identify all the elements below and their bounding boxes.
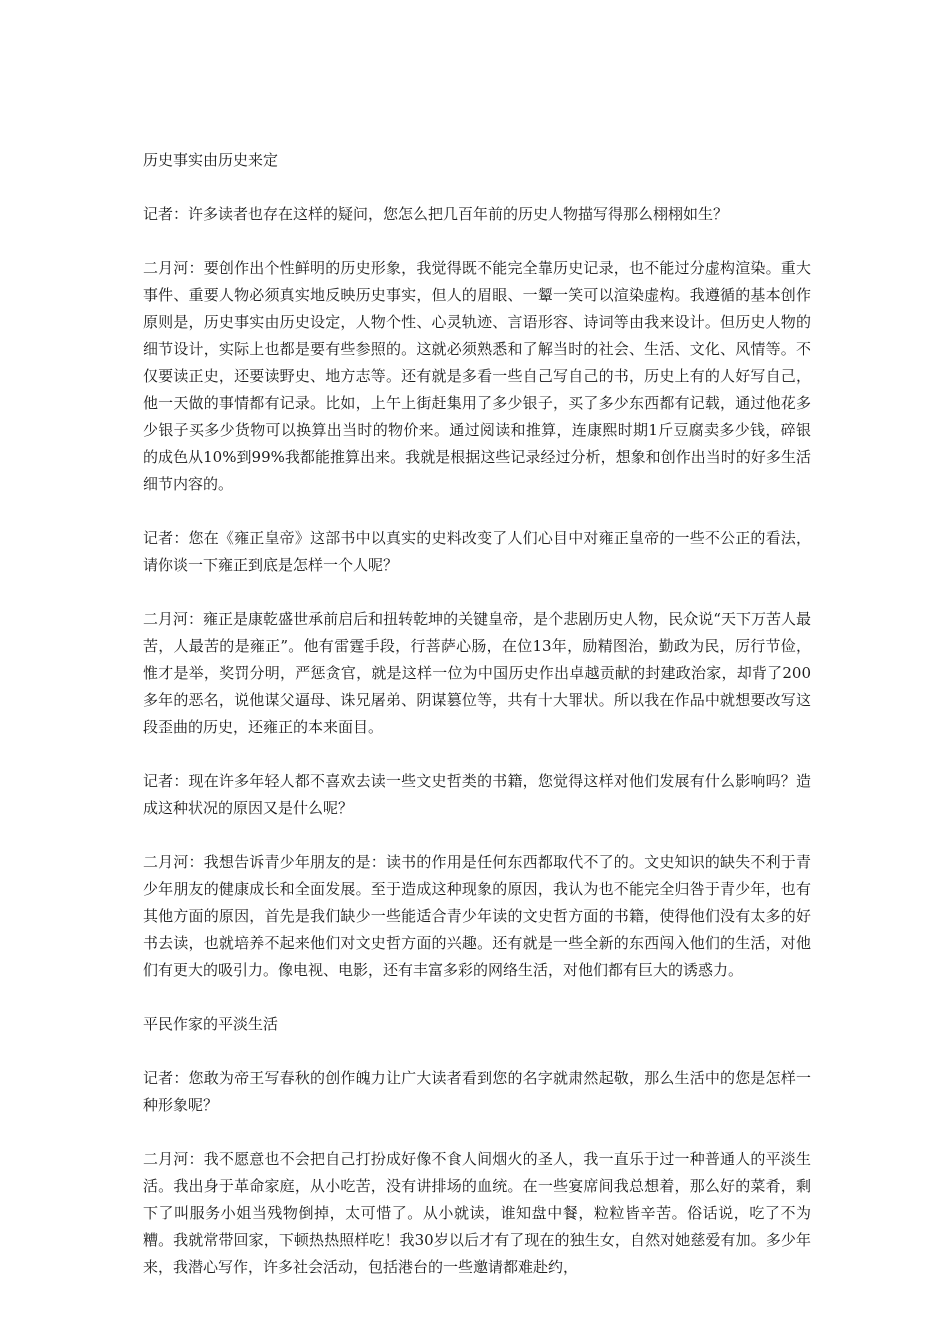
section-title-life: 平民作家的平淡生活 [143,1015,279,1033]
paragraph-answer-1: 二月河：要创作出个性鲜明的历史形象，我觉得既不能完全靠历史记录，也不能过分虚构渲染。重大事件、重要人物必须真实地反映历史事实，但人的眉眼、一颦一笑可以渲染虚构。我遵循的基本创作原则是，历史事实由历史设定，人物个性、心灵轨迹、言语形容、诗词等由我来设计。但历史人物的细节设计，实际上也都是要有些参照的。这就必须熟悉和了解当时的社会、生活、文化、风情等。不仅要读正史，还要读野史、地方志等。还有就是多看一些自己写自己的书，历史上有的人好写自己，他一天做的事情都有记录。比如，上午上街赶集用了多少银子，买了多少东西都有记载，通过他花多少银子买多少货物可以换算出当时的物价来。通过阅读和推算，连康熙时期1斤豆腐卖多少钱，碎银的成色从10%到99%我都能推算出来。我就是根据这些记录经过分析，想象和创作出当时的好多生活细节内容的。 [143,259,811,493]
paragraph-question-1: 记者：许多读者也存在这样的疑问，您怎么把几百年前的历史人物描写得那么栩栩如生？ [143,205,729,223]
paragraph-answer-4: 二月河：我不愿意也不会把自己打扮成好像不食人间烟火的圣人，我一直乐于过一种普通人的平淡生活。我出身于革命家庭，从小吃苦，没有讲排场的血统。在一些宴席间我总想着，那么好的菜肴，剩下了叫服务小姐当残物倒掉，太可惜了。从小就读，谁知盘中餐，粒粒皆辛苦。俗话说，吃了不为糟。我就常带回家，下顿热热照样吃！我30岁以后才有了现在的独生女，自然对她慈爱有加。多少年来，我潜心写作，许多社会活动，包括港台的一些邀请都难赴约， [143,1150,811,1276]
paragraph-answer-3: 二月河：我想告诉青少年朋友的是：读书的作用是任何东西都取代不了的。文史知识的缺失不利于青少年朋友的健康成长和全面发展。至于造成这种现象的原因，我认为也不能完全归咎于青少年，也有其他方面的原因，首先是我们缺少一些能适合青少年读的文史哲方面的书籍，使得他们没有太多的好书去读，也就培养不起来他们对文史哲方面的兴趣。还有就是一些全新的东西闯入他们的生活，对他们有更大的吸引力。像电视、电影，还有丰富多彩的网络生活，对他们都有巨大的诱惑力。 [143,853,811,979]
paragraph-answer-2: 二月河：雍正是康乾盛世承前启后和扭转乾坤的关键皇帝，是个悲剧历史人物，民众说“天下万苦人最苦，人最苦的是雍正”。他有雷霆手段，行菩萨心肠，在位13年，励精图治，勤政为民，厉行节俭，惟才是举，奖罚分明，严惩贪官，就是这样一位为中国历史作出卓越贡献的封建政治家，却背了200多年的恶名，说他谋父逼母、诛兄屠弟、阴谋篡位等，共有十大罪状。所以我在作品中就想要改写这段歪曲的历史，还雍正的本来面目。 [143,610,811,736]
paragraph-question-2: 记者：您在《雍正皇帝》这部书中以真实的史料改变了人们心目中对雍正皇帝的一些不公正的看法，请你谈一下雍正到底是怎样一个人呢？ [143,529,811,574]
paragraph-question-3: 记者：现在许多年轻人都不喜欢去读一些文史哲类的书籍，您觉得这样对他们发展有什么影响吗？造成这种状况的原因又是什么呢？ [143,772,811,817]
section-title-history: 历史事实由历史来定 [143,151,279,169]
paragraph-question-4: 记者：您敢为帝王写春秋的创作魄力让广大读者看到您的名字就肃然起敬，那么生活中的您是怎样一种形象呢？ [143,1069,811,1114]
document-page [143,147,811,1308]
